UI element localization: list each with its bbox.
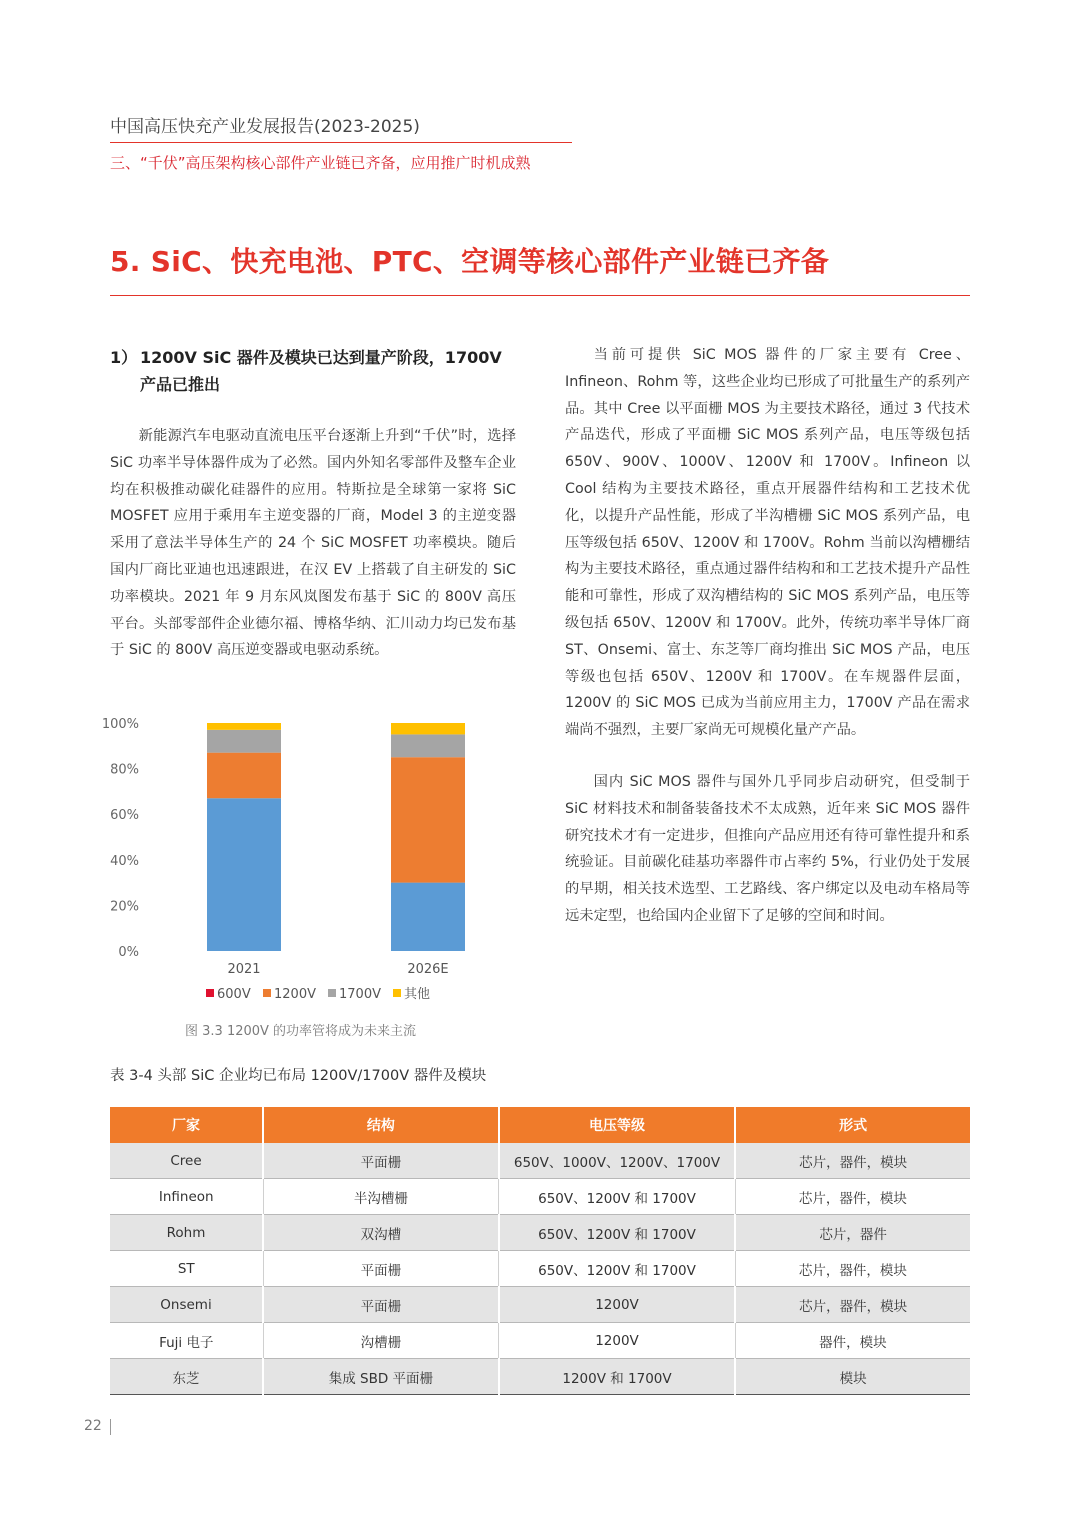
page-number: 22 <box>84 1418 102 1434</box>
table-row <box>110 1143 970 1179</box>
right-paragraph-2 <box>565 769 970 930</box>
y-tick-label: 0% <box>118 945 139 960</box>
cell-structure: 沟槽栅 <box>263 1323 499 1359</box>
table-row <box>110 1251 970 1287</box>
cell-vendor: Cree <box>110 1143 263 1179</box>
bar-segment <box>207 730 281 753</box>
bar-segment <box>207 798 281 951</box>
y-tick-label: 80% <box>110 762 139 778</box>
cell-voltage: 650V、1200V 和 1700V <box>499 1215 735 1251</box>
bar-segment <box>207 723 281 730</box>
legend-label: 600V <box>217 987 251 1002</box>
cell-form: 芯片，器件 <box>735 1215 970 1251</box>
x-tick-label: 2026E <box>407 962 449 977</box>
x-tick-label: 2021 <box>227 962 261 977</box>
cell-form: 芯片，器件，模块 <box>735 1287 970 1323</box>
left-paragraph-text: 新能源汽车电驱动直流电压平台逐渐上升到“千伏”时，选择 SiC 功率半导体器件成为了必然。国内外知名零部件及整车企业均在积极推动碳化硅器件的应用。特斯拉是全球第一家将 SiC MOSFET 应用于乘用车主逆变器的厂商，Model 3 的主逆变器采用了意法半导体生产的 24 个 SiC MOSFET 功率模块。随后国内厂商比亚迪也迅速跟进，在汉 EV 上搭载了自主研发的 SiC 功率模块。2021 年 9 月东风岚图发布基于 SiC 的 800V 高压平台。头部零部件企业德尔福、博格华纳、汇川动力均已发布基于 SiC 的 800V 高压逆变器或电驱动系统。 <box>110 428 516 659</box>
legend-swatch <box>393 989 401 997</box>
cell-form: 芯片，器件，模块 <box>735 1179 970 1215</box>
bar-segment <box>391 723 465 734</box>
header-vendor: 厂家 <box>110 1107 263 1143</box>
bar-segment <box>207 753 281 799</box>
table-header-row <box>110 1107 970 1143</box>
header-structure: 结构 <box>263 1107 499 1143</box>
section-divider <box>110 295 970 296</box>
bar-segment <box>391 883 465 951</box>
cell-vendor: Fuji 电子 <box>110 1323 263 1359</box>
cell-voltage: 650V、1200V 和 1700V <box>499 1251 735 1287</box>
bar-segment <box>391 757 465 882</box>
cell-structure: 双沟槽 <box>263 1215 499 1251</box>
legend-label: 1200V <box>274 987 316 1002</box>
table-row <box>110 1287 970 1323</box>
cell-vendor: Onsemi <box>110 1287 263 1323</box>
header-divider <box>110 142 572 143</box>
cell-voltage: 650V、1200V 和 1700V <box>499 1179 735 1215</box>
subsection-heading <box>110 344 520 398</box>
y-tick-label: 40% <box>110 853 139 869</box>
right-paragraph-1-text: 当前可提供 SiC MOS 器件的厂家主要有 Cree、Infineon、Rohm 等，这些企业均已形成了可批量生产的系列产品。其中 Cree 以平面栅 MOS 为主要技术路径，通过 3 代技术产品迭代，形成了平面栅 SiC MOS 系列产品，电压等级包括 650V、900V、1000V、1200V 和 1700V。Infineon 以 Cool 结构为主要技术路径，重点开展器件结构和工艺技术优化，以提升产品性能，形成了半沟槽栅 SiC MOS 系列产品，电压等级包括 650V、1200V 和 1700V。Rohm 当前以沟槽栅结构为主要技术路径，重点通过器件结构和和工艺技术提升产品性能和可靠性，形成了双沟槽结构的 SiC MOS 系列产品，电压等级包括 650V、1200V 和 1700V。此外，传统功率半导体厂商 ST、Onsemi、富士、东芝等厂商均推出 SiC MOS 产品，电压等级也包括 650V、1200V 和 1700V。在车规器件层面，1200V 的 SiC MOS 已成为当前应用主力，1700V 产品在需求端尚不强烈，主要厂家尚无可规模化量产产品。 <box>565 347 970 739</box>
cell-structure: 平面栅 <box>263 1143 499 1179</box>
subsection-title-line2: 产品已推出 <box>140 375 221 394</box>
right-paragraph-2-text: 国内 SiC MOS 器件与国外几乎同步启动研究，但受制于 SiC 材料技术和制备装备技术不太成熟，近年来 SiC MOS 器件研究技术才有一定进步，但推向产品应用还有待可靠性提升和系统验证。目前碳化硅基功率器件市占率约 5%，行业仍处于发展的早期，相关技术选型、工艺路线、客户绑定以及电动车格局等远未定型，也给国内企业留下了足够的空间和时间。 <box>565 774 970 924</box>
cell-form: 模块 <box>735 1359 970 1395</box>
right-paragraph-1 <box>565 342 970 744</box>
legend-label: 1700V <box>339 987 381 1002</box>
stacked-bar-chart <box>60 705 560 1025</box>
table-row <box>110 1323 970 1359</box>
cell-form: 芯片，器件，模块 <box>735 1143 970 1179</box>
section-title: 5. SiC、快充电池、PTC、空调等核心部件产业链已齐备 <box>110 245 830 278</box>
report-title: 中国高压快充产业发展报告(2023-2025) <box>110 117 420 137</box>
cell-form: 器件，模块 <box>735 1323 970 1359</box>
y-tick-label: 20% <box>110 899 139 915</box>
y-tick-label: 100% <box>101 717 139 732</box>
bar-segment <box>391 734 465 757</box>
header-voltage: 电压等级 <box>499 1107 735 1143</box>
table-row <box>110 1179 970 1215</box>
cell-form: 芯片，器件，模块 <box>735 1251 970 1287</box>
cell-structure: 平面栅 <box>263 1251 499 1287</box>
page-number-divider <box>110 1419 111 1435</box>
sic-vendor-table <box>110 1107 970 1395</box>
table-caption: 表 3-4 头部 SiC 企业均已布局 1200V/1700V 器件及模块 <box>110 1068 487 1084</box>
legend-label: 其他 <box>404 987 431 1002</box>
y-tick-label: 60% <box>110 808 139 824</box>
chapter-subtitle: 三、“千伏”高压架构核心部件产业链已齐备，应用推广时机成熟 <box>110 154 531 172</box>
left-paragraph <box>110 423 516 664</box>
chart-caption: 图 3.3 1200V 的功率管将成为未来主流 <box>185 1024 417 1039</box>
cell-vendor: Rohm <box>110 1215 263 1251</box>
cell-vendor: Infineon <box>110 1179 263 1215</box>
legend-swatch <box>263 989 271 997</box>
subsection-number: 1） <box>110 348 138 367</box>
table-row <box>110 1215 970 1251</box>
subsection-title-line1: 1200V SiC 器件及模块已达到量产阶段，1700V <box>140 348 502 367</box>
cell-vendor: ST <box>110 1251 263 1287</box>
cell-voltage: 1200V <box>499 1323 735 1359</box>
cell-structure: 平面栅 <box>263 1287 499 1323</box>
cell-voltage: 650V、1000V、1200V、1700V <box>499 1143 735 1179</box>
header-form: 形式 <box>735 1107 970 1143</box>
cell-structure: 半沟槽栅 <box>263 1179 499 1215</box>
cell-structure: 集成 SBD 平面栅 <box>263 1359 499 1395</box>
cell-voltage: 1200V <box>499 1287 735 1323</box>
cell-voltage: 1200V 和 1700V <box>499 1359 735 1395</box>
legend-swatch <box>328 989 336 997</box>
legend-swatch <box>206 989 214 997</box>
table-row <box>110 1359 970 1395</box>
cell-vendor: 东芝 <box>110 1359 263 1395</box>
